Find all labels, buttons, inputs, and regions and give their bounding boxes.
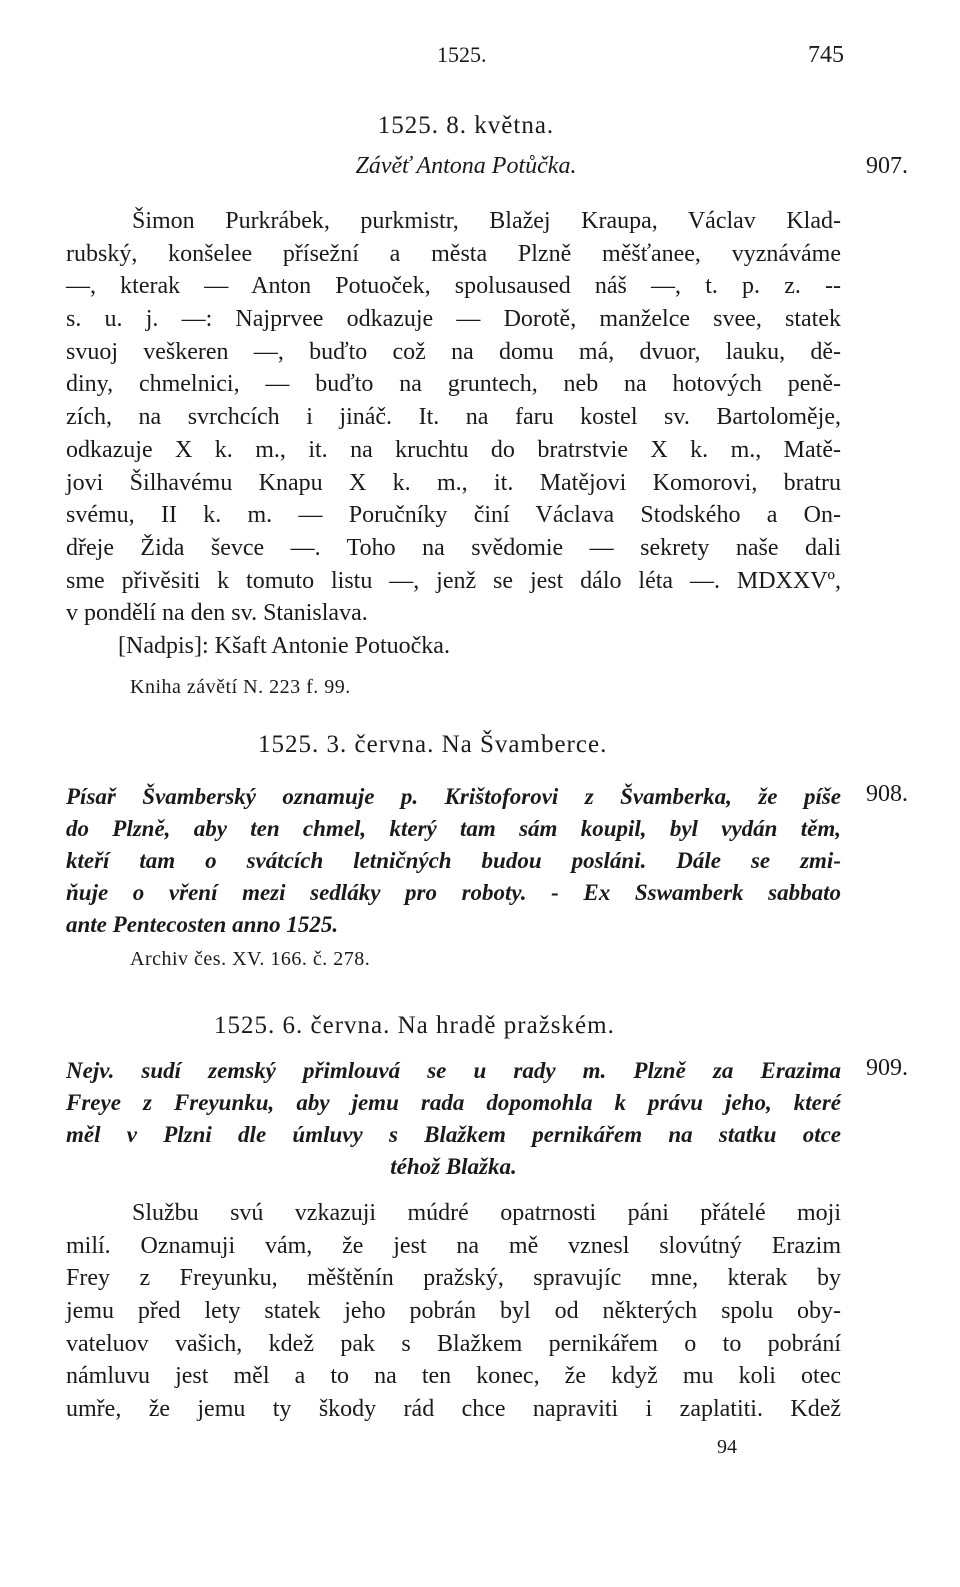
body-line: v pondělí na den sv. Stanislava.	[66, 600, 368, 627]
body-line: —, kterak — Anton Potuoček, spolusaused náš —, t. p. z. --	[66, 273, 841, 300]
summary-line: Freye z Freyunku, aby jemu rada dopomohla k právu jeho, které	[66, 1090, 841, 1115]
body-line: zích, na svrchcích i jináč. It. na faru kostel sv. Bartoloměje,	[66, 404, 841, 431]
summary-line: do Plzně, aby ten chmel, který tam sám koupil, byl vydán těm,	[66, 816, 841, 841]
entry-907-subtitle: Závěť Antona Potůčka.	[355, 153, 577, 179]
summary-line: Písař Švamberský oznamuje p. Krištoforovi z Švamberka, že píše	[66, 784, 841, 809]
signature-mark: 94	[717, 1436, 737, 1458]
entry-907-number: 907.	[866, 153, 908, 179]
body-line: námluvu jest měl a to na ten konec, že když mu koli otec	[66, 1363, 841, 1390]
body-line: umře, že jemu ty škody rád chce napraviti i zaplatiti. Kdež	[66, 1396, 841, 1423]
entry-907-note: [Nadpis]: Kšaft Antonie Potuočka.	[118, 632, 450, 659]
running-header-year: 1525.	[437, 42, 487, 67]
summary-line: měl v Plzni dle úmluvy s Blažkem pernikářem na statku otce	[66, 1122, 841, 1147]
entry-909-summary	[66, 1055, 841, 1183]
entry-908-summary	[66, 781, 841, 941]
summary-line: kteří tam o svátcích letničných budou posláni. Dále se zmi-	[66, 848, 841, 873]
entry-908-source: Archiv čes. XV. 166. č. 278.	[130, 948, 371, 970]
body-line: vateluov vašich, kdež pak s Blažkem pernikářem o to pobrání	[66, 1330, 841, 1357]
summary-line: ňuje o vření mezi sedláky pro roboty. - Ex Sswamberk sabbato	[66, 880, 841, 905]
entry-907-source: Kniha závětí N. 223 f. 99.	[130, 676, 351, 698]
body-line: jovi Šilhavému Knapu X k. m., it. Matějovi Komorovi, bratru	[66, 469, 841, 496]
body-line: odkazuje X k. m., it. na kruchtu do bratrstvie X k. m., Matě-	[66, 436, 841, 463]
body-line: diny, chmelnici, — buďto na gruntech, neb na hotových peně-	[66, 371, 841, 398]
body-line: Službu svú vzkazuji múdré opatrnosti páni přátelé moji	[132, 1200, 841, 1226]
summary-line: ante Pentecosten anno 1525.	[66, 912, 339, 937]
body-line: Frey z Freyunku, měštěnín pražský, spravujíc mne, kterak by	[66, 1265, 841, 1292]
entry-909-body	[66, 1197, 841, 1426]
body-line: milí. Oznamuji vám, že jest na mě vznesl slovútný Erazim	[66, 1232, 841, 1259]
body-line: svému, II k. m. — Poručníky činí Václava Stodského a On-	[66, 502, 841, 529]
page-number: 745	[808, 42, 844, 68]
entry-907-body	[66, 205, 841, 663]
entry-909-date-title: 1525. 6. června. Na hradě pražském.	[214, 1012, 615, 1039]
entry-907-date-title: 1525. 8. května.	[377, 112, 555, 139]
body-line: rubský, konšelee přísežní a města Plzně měšťanee, vyznáváme	[66, 240, 841, 267]
body-line: svuoj veškeren —, buďto což na domu má, dvuor, lauku, dě-	[66, 338, 841, 365]
body-line: Šimon Purkrábek, purkmistr, Blažej Kraupa, Václav Klad-	[132, 208, 841, 234]
body-line: sme přivěsiti k tomuto listu —, jenž se jest dálo léta —. MDXXVº,	[66, 567, 841, 594]
body-line: dřeje Žida ševce —. Toho na svědomie — sekrety naše dali	[66, 534, 841, 561]
body-line: jemu před lety statek jeho pobrán byl od některých spolu oby-	[66, 1298, 841, 1325]
entry-908-date-title: 1525. 3. června. Na Švamberce.	[258, 731, 608, 758]
body-line: s. u. j. —: Najprvee odkazuje — Dorotě, manželce svee, statek	[66, 306, 841, 333]
summary-line: téhož Blažka.	[390, 1154, 517, 1179]
summary-line: Nejv. sudí zemský přimlouvá se u rady m. Plzně za Erazima	[66, 1058, 841, 1083]
entry-908-number: 908.	[866, 781, 908, 807]
entry-909-number: 909.	[866, 1055, 908, 1081]
